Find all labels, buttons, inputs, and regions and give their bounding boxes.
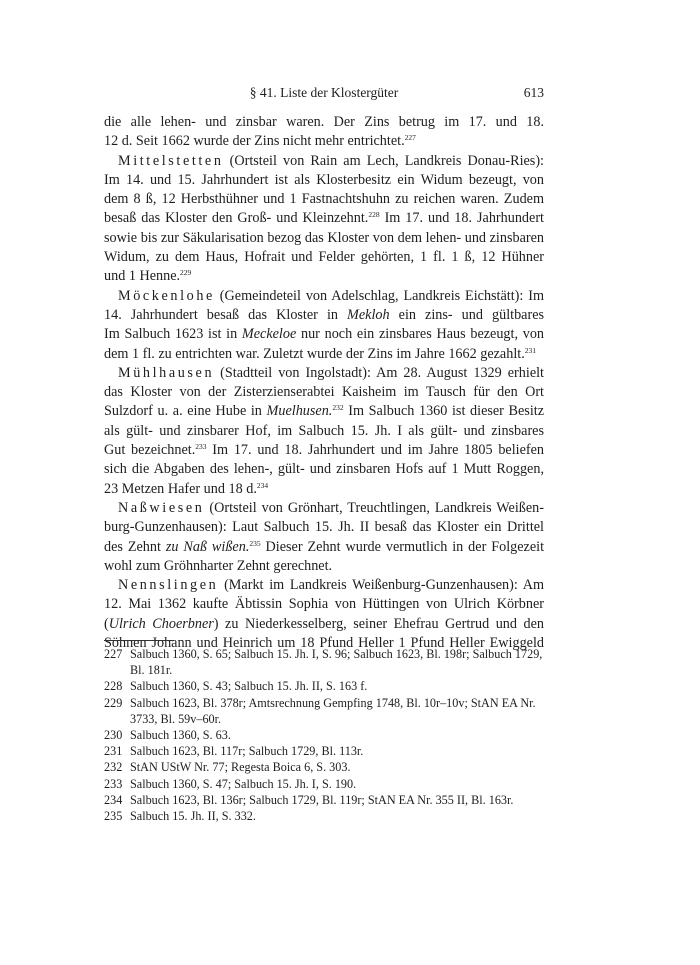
footnote-ref: 235 <box>249 538 261 548</box>
footnote-ref: 227 <box>404 133 416 143</box>
footnote-ref: 233 <box>195 442 207 452</box>
text-line: das Kloster von der Zisterzienserabtei Kaisheim im Tausch für den Ort <box>104 384 544 401</box>
text-line: 12. Mai 1362 kaufte Äbtissin Sophia von Hüttingen von Ulrich Körbner <box>104 596 544 613</box>
footnote: 234 Salbuch 1623, Bl. 136r; Salbuch 1729, Bl. 119r; StAN EA Nr. 355 II, Bl. 163r. <box>104 792 514 807</box>
running-head <box>104 85 544 105</box>
text-line: sich die Abgaben des lehen-, gült- und zinsbaren Hofs auf 1 Mutt Roggen, <box>104 461 544 478</box>
text-line: und 1 Henne.$^{229}$ <box>104 268 192 285</box>
main-text <box>104 113 544 653</box>
text-line: Mittelstetten (Ortsteil von Rain am Lech, Landkreis Donau-Ries): <box>118 152 544 169</box>
footnote-ref: 231 <box>524 345 537 355</box>
text-line: sowie bis zur Säkularisation bezog das Kloster von dem lehen- und zinsbaren <box>104 229 544 246</box>
running-title: § 41. Liste der Klostergüter <box>249 85 399 100</box>
place-name: Möckenlohe <box>118 287 215 304</box>
footnote: 227 Salbuch 1360, S. 65; Salbuch 15. Jh. I, S. 96; Salbuch 1623, Bl. 198r; Salbuch 1729, Bl. 181r. <box>104 647 543 678</box>
text-line: als gült- und zinsbarer Hof, im Salbuch 15. Jh. I als gült- und zinsbares <box>104 422 544 439</box>
text-line: Gut bezeichnet.$^{233}$ Im 17. und 18. Jahrhundert und im Jahre 1805 beliefen <box>104 442 544 459</box>
footnote: 233 Salbuch 1360, S. 47; Salbuch 15. Jh. I, S. 190. <box>104 776 357 791</box>
place-name: Nennslingen <box>118 577 219 594</box>
text-line: Nennslingen (Markt im Landkreis Weißenburg-Gunzenhausen): Am <box>118 577 544 594</box>
page-number: 613 <box>523 85 544 100</box>
footnote-ref: 232 <box>332 403 344 413</box>
text-line: Söhnen Johann und Heinrich um 18 Pfund Heller 1 Pfund Heller Ewiggeld <box>104 635 544 652</box>
text-line: Im 14. und 15. Jahrhundert ist als Klosterbesitz ein Widum bezeugt, von <box>104 171 544 188</box>
place-name: Naßwiesen <box>118 499 205 516</box>
text-line: 14. Jahrhundert besaß das Kloster in Mekloh ein zins- und gültbares <box>104 306 544 323</box>
place-name: Mühlhausen <box>118 364 215 381</box>
footnote: 229 Salbuch 1623, Bl. 378r; Amtsrechnung Gempfing 1748, Bl. 10r–10v; StAN EA Nr. 3733, Bl. 59v–60r. <box>104 695 536 726</box>
text-line: 23 Metzen Hafer und 18 d.$^{234}$ <box>104 480 269 497</box>
text-line: (Ulrich Choerbner) zu Niederkesselberg, seiner Ehefrau Gertrud und den <box>104 615 544 632</box>
text-line: 12 d. Seit 1662 wurde der Zins nicht mehr entrichtet.$^{227}$ <box>104 133 416 150</box>
footnote-ref: 234 <box>256 480 269 490</box>
text-line: Sulzdorf u. a. eine Hube in Muelhusen.$^{232}$ Im Salbuch 1360 ist dieser Besitz <box>104 403 544 420</box>
text-line: Mühlhausen (Stadtteil von Ingolstadt): Am 28. August 1329 erhielt <box>118 364 544 381</box>
text-line: des Zehnt zu Naß wißen.$^{235}$ Dieser Zehnt wurde vermutlich in der Folgezeit <box>104 538 544 555</box>
footnote: 235 Salbuch 15. Jh. II, S. 332. <box>104 809 256 824</box>
footnote-divider <box>104 640 174 641</box>
footnotes <box>104 646 544 824</box>
text-line: besaß das Kloster den Groß- und Kleinzehnt.$^{228}$ Im 17. und 18. Jahrhundert <box>104 210 544 227</box>
footnote: 232 StAN UStW Nr. 77; Regesta Boica 6, S. 303. <box>104 760 351 775</box>
footnote-ref: 228 <box>368 210 380 220</box>
text-line: wohl zum Gröhnharter Zehnt gerechnet. <box>104 557 333 574</box>
footnote-ref: 229 <box>180 268 192 278</box>
footnote: 231 Salbuch 1623, Bl. 117r; Salbuch 1729, Bl. 113r. <box>104 744 364 759</box>
text-line: burg-Gunzenhausen): Laut Salbuch 15. Jh. II besaß das Kloster ein Drittel <box>104 519 544 536</box>
text-line: dem 1 fl. zu entrichten war. Zuletzt wurde der Zins im Jahre 1662 gezahlt.$^{231}$ <box>104 345 537 362</box>
footnote: 230 Salbuch 1360, S. 63. <box>104 728 231 743</box>
text-line: Möckenlohe (Gemeindeteil von Adelschlag, Landkreis Eichstätt): Im <box>118 287 544 304</box>
text-line: Widum, zu dem Haus, Hofrait und Felder gehörten, 1 fl. 1 ß, 12 Hühner <box>104 249 544 266</box>
text-line: dem 8 ß, 12 Herbsthühner und 1 Fastnachtshuhn zu reichen waren. Zudem <box>104 191 544 208</box>
place-name: Mittelstetten <box>118 152 224 169</box>
footnote: 228 Salbuch 1360, S. 43; Salbuch 15. Jh. II, S. 163 f. <box>104 679 368 694</box>
text-line: Im Salbuch 1623 ist in Meckeloe nur noch ein zinsbares Haus bezeugt, von <box>104 326 544 343</box>
text-line: Naßwiesen (Ortsteil von Grönhart, Treuchtlingen, Landkreis Weißen- <box>118 499 544 516</box>
text-line: die alle lehen- und zinsbar waren. Der Zins betrug im 17. und 18. <box>104 114 544 130</box>
